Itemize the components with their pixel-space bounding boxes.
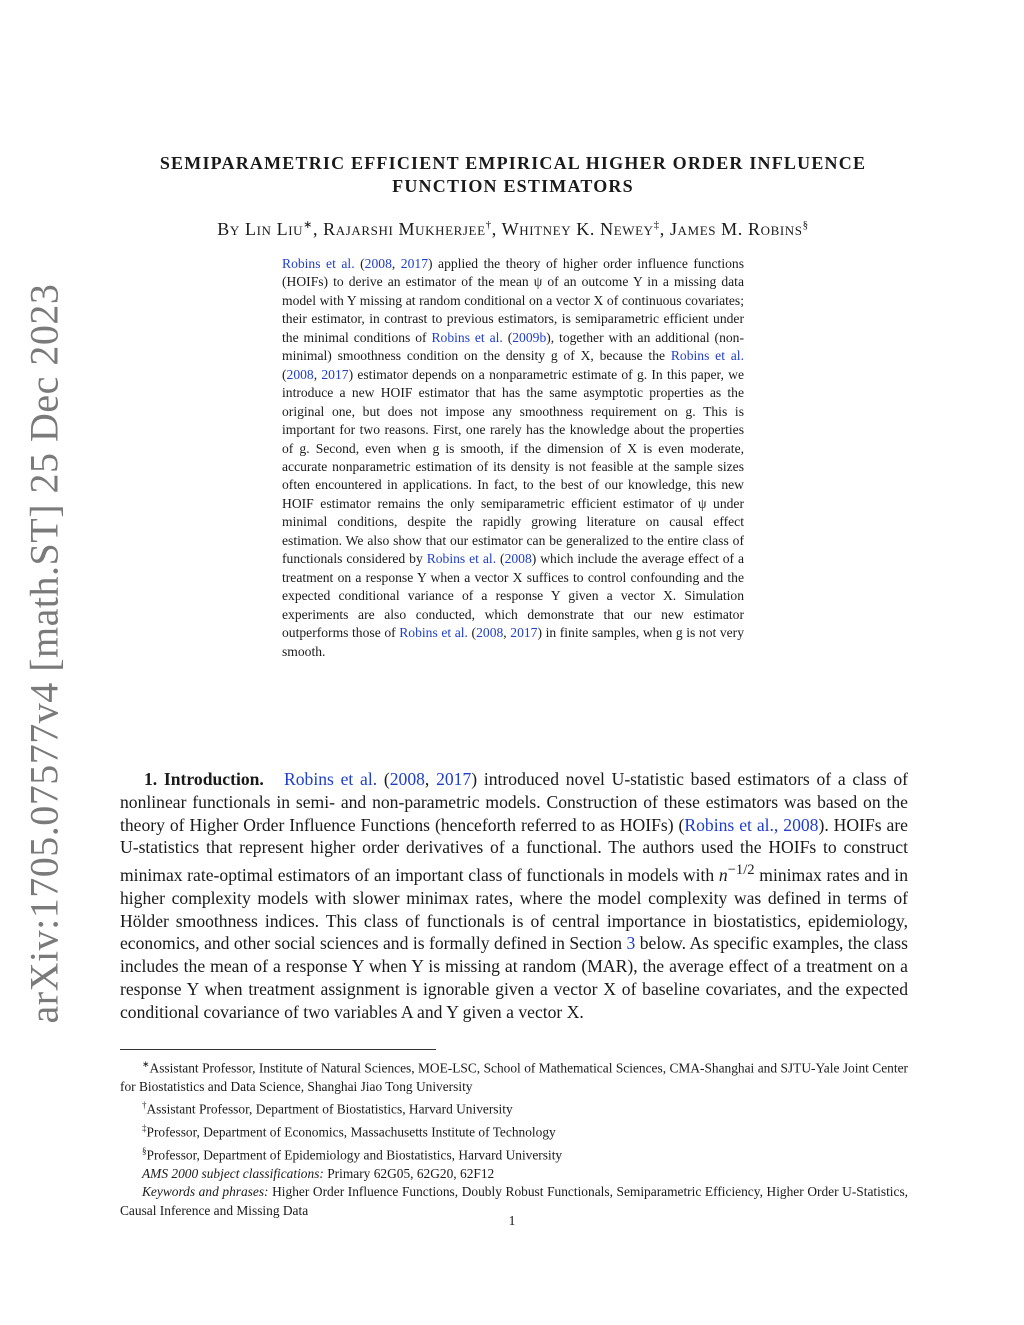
- citation-year-link[interactable]: 2008: [364, 256, 392, 271]
- intro-text: ). HOIFs are U-statistics that represent higher order derivatives of a functional. The authors used the HOIFs to construct minimax rate-optimal estimators of an important class of functionals in models with: [120, 814, 908, 886]
- footnote-mark: §: [142, 1146, 147, 1157]
- citation-year-link[interactable]: 2017: [436, 769, 472, 789]
- citation-year-link[interactable]: 2017: [321, 366, 349, 382]
- abstract-text: in finite samples, when g is not very smooth.: [282, 625, 745, 659]
- abstract-paragraph: Robins et al. (2008, 2017) applied the theory of higher order influence functions (HOIFs) to derive an estimator of the mean ψ of an outcome Y in a missing data model with Y missing at random conditional on a vector X of continuous covariates; their estimator, in contrast to previous estimators, is semiparametric efficient under the minimal conditions of Robins et al. (2009b), together with an additional (non-minimal) smoothness condition on the density g of X, because the Robins et al. (2008, 2017) estimator depends on a nonparametric estimate of g. In this paper, we introduce a new HOIF estimator that has the same asymptotic properties as the original one, but does not impose any smoothness requirement on g. This is important for two reasons. First, one rarely has the knowledge about the properties of g. Second, even when g is smooth, if the dimension of X is even moderate, accurate nonparametric estimation of its density is not feasible at the sample sizes often encountered in applications. In fact, to the best of our knowledge, this new HOIF estimator remains the only semiparametric efficient estimator of ψ under minimal conditions, despite the rapidly growing literature on causal effect estimation. We also show that our estimator can be generalized to the entire class of functionals considered by Robins et al. (2008) which include the average effect of a treatment on a response Y when a vector X suffices to control confounding and the expected conditional variance of a response Y given a vector X. Simulation experiments are also conducted, which demonstrate that our new estimator outperforms those of Robins et al. (2008, 2017) in finite samples, when g is not very smooth.: [282, 256, 745, 659]
- author-3-mark[interactable]: ‡: [653, 219, 660, 231]
- abstract-text: estimator depends on a nonparametric estimate of g. In this paper, we introduce a new HOIF estimator that has the same asymptotic properties as the original one, but does not impose any smoothness requirement on g. This is important for two reasons. First, one rarely has the knowledge about the properties of g. Second, even when g is smooth, if the dimension of X is even moderate, accurate nonparametric estimation of its density is not feasible at the sample sizes often encountered in applications. In fact, to the best of our knowledge, this new HOIF estimator remains the only semiparametric efficient estimator of ψ under minimal conditions, despite the rapidly growing literature on causal effect estimation. We also show that our estimator can be generalized to the entire class of functionals considered by: [282, 366, 745, 567]
- introduction-paragraph: 1. Introduction. Robins et al. (2008, 2017) introduced novel U-statistic based estimators of a class of nonlinear functionals in semi- and non-parametric models. Construction of these estimators was based on the theory of Higher Order Influence Functions (henceforth referred to as HOIFs) (Robins et al., 2008). HOIFs are U-statistics that represent higher order derivatives of a functional. The authors used the HOIFs to construct minimax rate-optimal estimators of an important class of functionals in models with $n^{-1/2}$ minimax rates and in higher complexity models with slower minimax rates, where the model complexity was defined in terms of Hölder smoothness indices. This class of functionals is of central importance in biostatistics, epidemiology, economics, and other social sciences and is formally defined in Section 3 below. As specific examples, the class includes the mean of a response Y when Y is missing at random (MAR), the average effect of a treatment on a response Y when treatment assignment is ignorable given a vector X of baseline covariates, and the expected conditional covariance of two variables A and Y given a vector X.: [120, 769, 909, 1022]
- author-4-mark[interactable]: §: [802, 219, 809, 231]
- footnote-1: [120, 1055, 908, 1096]
- citation-link[interactable]: Robins et al.: [431, 329, 503, 345]
- author-4: James M. Robins: [669, 219, 803, 239]
- citation-link[interactable]: Robins et al.: [284, 769, 378, 789]
- citation-year-link[interactable]: 2008: [389, 769, 425, 789]
- ams-classification: [120, 1165, 908, 1183]
- author-list: By Lin Liu∗, Rajarshi Mukherjee†, Whitney K. Newey‡, James M. Robins§: [217, 219, 809, 239]
- author-1: Lin Liu: [245, 219, 304, 239]
- footnotes: [120, 1055, 908, 1220]
- citation-year-link[interactable]: 2017: [400, 256, 428, 271]
- footnote-text: Assistant Professor, Department of Biostatistics, Harvard University: [146, 1101, 513, 1117]
- citation-link[interactable]: Robins et al.: [399, 625, 468, 641]
- citation-year-link[interactable]: 2008: [476, 625, 504, 641]
- citation-year-link[interactable]: 2008: [783, 814, 819, 835]
- abstract-text: applied the theory of higher order influence functions (HOIFs) to derive an estimator of the mean ψ of an outcome Y in a missing data model with Y missing at random conditional on a vector X of continuous covariates; their estimator, in contrast to previous estimators, is semiparametric efficient under the minimal conditions of: [282, 256, 744, 345]
- citation-year-link[interactable]: 2017: [510, 625, 538, 641]
- footnote-mark: †: [142, 1100, 147, 1111]
- paper-title: SEMIPARAMETRIC EFFICIENT EMPIRICAL HIGHER ORDER INFLUENCE FUNCTION ESTIMATORS: [159, 153, 867, 196]
- author-1-mark[interactable]: ∗: [303, 219, 313, 231]
- abstract-text: which include the average effect of a treatment on a response Y when a vector X suffices to control confounding and the expected conditional variance of a response Y given a vector X. Simulation experiments are also conducted, which demonstrate that our new estimator outperforms those of: [282, 551, 744, 641]
- arxiv-identifier: arXiv:1705.07577v4 [math.ST] 25 Dec 2023: [21, 283, 67, 1023]
- abstract-text: , together with an additional (non-minimal) smoothness condition on the density g of X, because the: [282, 329, 744, 364]
- citation-year-link[interactable]: 2008: [286, 366, 314, 382]
- intro-text: introduced novel U-statistic based estimators of a class of nonlinear functionals in semi- and non-parametric models. Construction of these estimators was based on the theory of Higher Order Influence Functions (henceforth referred to as HOIFs) (: [120, 769, 909, 835]
- footnote-2: [120, 1096, 908, 1119]
- footnote-3: [120, 1119, 908, 1142]
- intro-text: minimax rates and in higher complexity models with slower minimax rates, where the model complexity was defined in terms of Hölder smoothness indices. This class of functionals is of central importance in biostatistics, epidemiology, economics, and other social sciences and is formally defined in Section: [120, 865, 908, 954]
- footnote-rule: [120, 1049, 436, 1050]
- intro-text: below. As specific examples, the class includes the mean of a response Y when Y is missing at random (MAR), the average effect of a treatment on a response Y when treatment assignment is ignorable given a vector X of baseline covariates, and the expected conditional covariance of two variables A and Y given a vector X.: [120, 933, 908, 1022]
- by-prefix: By: [217, 219, 245, 239]
- footnote-text: Assistant Professor, Institute of Natural Sciences, MOE-LSC, School of Mathematical Sciences, CMA-Shanghai and SJTU-Yale Joint Center for Biostatistics and Data Science, Shanghai Jiao Tong University: [120, 1060, 908, 1094]
- footnote-text: Professor, Department of Epidemiology and Biostatistics, Harvard University: [146, 1147, 563, 1163]
- math-n: n: [718, 865, 728, 886]
- arxiv-identifier-margin: [20, 283, 68, 1023]
- footnote-text: Professor, Department of Economics, Massachusetts Institute of Technology: [146, 1124, 556, 1140]
- ams-label: AMS 2000 subject classifications:: [142, 1165, 324, 1181]
- section-ref-link[interactable]: 3: [626, 933, 636, 954]
- footnote-mark: ∗: [142, 1059, 150, 1069]
- citation-year-link[interactable]: 2009b: [512, 329, 547, 345]
- citation-year-link[interactable]: 2008: [504, 551, 532, 567]
- author-3: Whitney K. Newey: [501, 219, 654, 239]
- citation-link[interactable]: Robins et al.,: [684, 814, 779, 835]
- abstract: [282, 255, 744, 661]
- keywords-label: Keywords and phrases:: [142, 1184, 269, 1200]
- author-2-mark[interactable]: †: [485, 219, 492, 231]
- author-2: Rajarshi Mukherjee: [323, 219, 486, 239]
- introduction-section: [120, 768, 908, 1024]
- section-heading: 1. Introduction.: [144, 769, 264, 789]
- math-exponent: −1/2: [727, 862, 755, 879]
- page-number: 1: [508, 1214, 516, 1229]
- ams-value: Primary 62G05, 62G20, 62F12: [323, 1165, 495, 1181]
- citation-link[interactable]: Robins et al.: [426, 551, 497, 567]
- citation-link[interactable]: Robins et al.: [282, 256, 355, 271]
- citation-link[interactable]: Robins et al.: [670, 348, 744, 364]
- keywords-value: Higher Order Influence Functions, Doubly Robust Functionals, Semiparametric Efficiency, Higher Order U-Statistics, Causal Inference and Missing Data: [120, 1184, 909, 1218]
- footnote-mark: ‡: [142, 1123, 147, 1134]
- footnote-4: [120, 1142, 908, 1165]
